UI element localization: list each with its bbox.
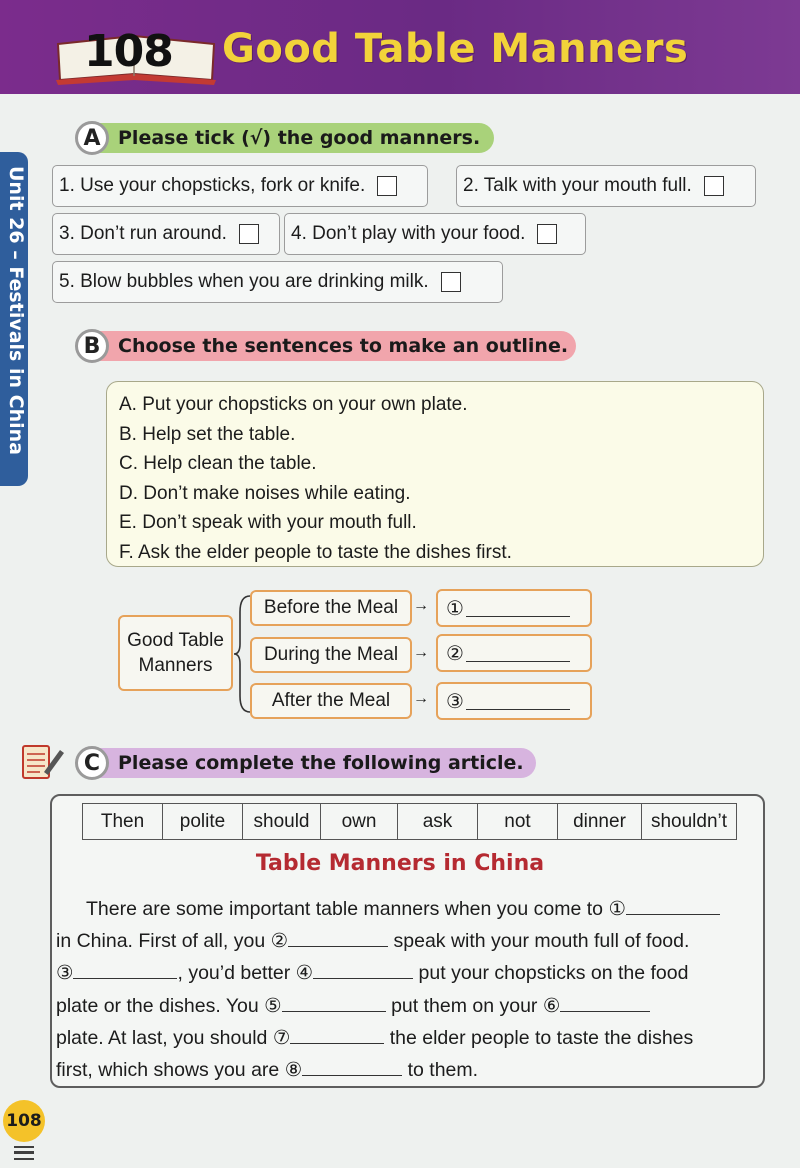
answer-box[interactable]	[436, 589, 592, 627]
question-item	[52, 261, 503, 303]
answer-blank[interactable]	[302, 1060, 402, 1076]
blank-number: ②	[270, 930, 289, 952]
tick-checkbox[interactable]	[441, 272, 461, 292]
option-item: C. Help clean the table.	[119, 453, 317, 475]
section-a-badge: A	[75, 121, 109, 155]
answer-blank[interactable]	[560, 996, 650, 1012]
tick-checkbox[interactable]	[377, 176, 397, 196]
lesson-number: 108	[84, 26, 173, 77]
section-c-badge: C	[75, 746, 109, 780]
outline-stage	[250, 637, 412, 673]
answer-blank[interactable]	[73, 963, 177, 979]
word-bank-cell: not	[478, 804, 558, 840]
answer-blank[interactable]	[466, 644, 570, 662]
article-text: plate. At last, you should	[56, 1027, 268, 1049]
answer-number: ①	[446, 597, 464, 620]
outline-root	[118, 615, 233, 691]
outline-brace	[232, 592, 252, 716]
section-b-instruction: Choose the sentences to make an outline.	[118, 335, 569, 357]
option-item: D. Don’t make noises while eating.	[119, 482, 411, 504]
answer-blank[interactable]	[466, 692, 570, 710]
blank-number: ⑥	[542, 995, 561, 1017]
page-number: 108	[6, 1111, 42, 1131]
word-bank-cell: should	[243, 804, 321, 840]
question-item	[52, 165, 428, 207]
question-item	[456, 165, 756, 207]
blank-number: ⑦	[272, 1027, 291, 1049]
blank-number: ④	[295, 962, 314, 984]
blank-number: ①	[608, 898, 626, 920]
answer-box[interactable]	[436, 682, 592, 720]
arrow-icon: →	[413, 644, 429, 661]
answer-blank[interactable]	[290, 1028, 384, 1044]
article-line	[56, 961, 688, 985]
word-bank-cell: own	[321, 804, 398, 840]
outline-root-line1: Good Table	[127, 630, 224, 651]
article-text: first, which shows you are	[56, 1059, 280, 1081]
blank-number: ⑤	[264, 995, 282, 1017]
section-c-instruction: Please complete the following article.	[118, 752, 524, 774]
article-line	[56, 1058, 478, 1082]
article-text: put them on your	[391, 995, 538, 1017]
article-text: in China. First of all, you	[56, 930, 266, 952]
notebook-pen-icon	[20, 742, 66, 782]
question-text: 4. Don’t play with your food.	[291, 223, 526, 244]
unit-side-tab-label: Unit 26 – Festivals in China	[5, 166, 27, 455]
answer-box[interactable]	[436, 634, 592, 672]
question-text: 3. Don’t run around.	[59, 223, 227, 244]
option-item: F. Ask the elder people to taste the dishes first.	[119, 541, 512, 563]
outline-stage-label: During the Meal	[263, 644, 399, 665]
article-line	[56, 994, 650, 1018]
tick-checkbox[interactable]	[239, 224, 259, 244]
word-bank	[82, 803, 737, 840]
blank-number: ⑧	[284, 1059, 303, 1081]
section-a-bar	[96, 123, 494, 153]
article-text: speak with your mouth full of food.	[393, 930, 690, 952]
blank-number: ③	[56, 962, 74, 984]
section-b-bar	[96, 331, 576, 361]
article-line	[86, 897, 720, 921]
bulb-base-icon	[14, 1146, 34, 1160]
answer-blank[interactable]	[313, 963, 413, 979]
article-text: plate or the dishes. You	[56, 995, 259, 1017]
question-text: 5. Blow bubbles when you are drinking milk.	[59, 271, 429, 292]
section-a-instruction: Please tick (√) the good manners.	[118, 127, 481, 149]
article-line	[56, 1026, 693, 1050]
word-bank-cell: Then	[83, 804, 163, 840]
outline-stage	[250, 683, 412, 719]
word-bank-cell: ask	[398, 804, 478, 840]
word-bank-cell: dinner	[558, 804, 642, 840]
unit-side-tab	[0, 152, 28, 486]
section-c-bar	[96, 748, 536, 778]
answer-blank[interactable]	[288, 931, 388, 947]
article-text: put your chopsticks on the food	[418, 962, 689, 984]
outline-root-line2: Manners	[138, 655, 213, 676]
answer-blank[interactable]	[626, 899, 720, 915]
outline-stage-label: Before the Meal	[263, 597, 399, 618]
answer-number: ②	[446, 642, 464, 665]
article-title: Table Manners in China	[255, 851, 545, 876]
sentence-options	[106, 381, 764, 567]
article-text: , you’d better	[177, 962, 291, 984]
tick-checkbox[interactable]	[537, 224, 557, 244]
article-text: to them.	[407, 1059, 479, 1081]
arrow-icon: →	[413, 690, 429, 707]
article-line	[56, 929, 689, 953]
tick-checkbox[interactable]	[704, 176, 724, 196]
option-item: A. Put your chopsticks on your own plate.	[119, 394, 468, 415]
answer-blank[interactable]	[466, 599, 570, 617]
question-item	[284, 213, 586, 255]
answer-blank[interactable]	[282, 996, 386, 1012]
question-text: 2. Talk with your mouth full.	[463, 175, 692, 196]
outline-stage-label: After the Meal	[271, 690, 391, 711]
word-bank-cell: shouldn’t	[642, 804, 737, 840]
page-number-bulb	[3, 1100, 45, 1142]
question-item	[52, 213, 280, 255]
question-text: 1. Use your chopsticks, fork or knife.	[59, 175, 366, 196]
article-text: There are some important table manners when you come to	[86, 898, 604, 920]
option-item: B. Help set the table.	[119, 423, 296, 445]
answer-number: ③	[446, 690, 464, 713]
arrow-icon: →	[413, 597, 429, 614]
article-text: the elder people to taste the dishes	[389, 1027, 694, 1049]
outline-stage	[250, 590, 412, 626]
word-bank-cell: polite	[163, 804, 243, 840]
section-b-badge: B	[75, 329, 109, 363]
page-title: Good Table Manners	[222, 26, 689, 72]
option-item: E. Don’t speak with your mouth full.	[119, 512, 417, 534]
